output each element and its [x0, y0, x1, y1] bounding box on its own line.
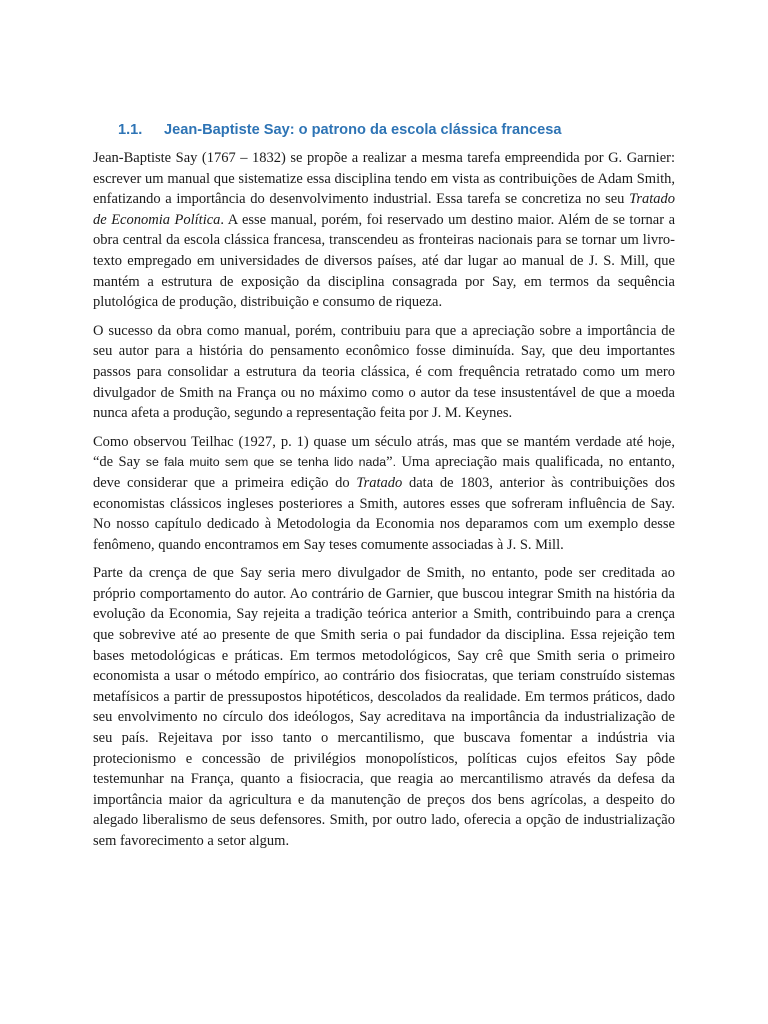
- paragraph-1-text-a: Jean-Baptiste Say (1767 – 1832) se propõe a realizar a mesma tarefa empreendida por G. Garnier: escrever um manual que sistematize essa disciplina tendo em vista as contribuições de Adam Smith, enfatizando a importância do desenvolvimento industrial. Essa tarefa se concretiza no seu: [93, 150, 675, 208]
- section-heading: [93, 119, 675, 141]
- page-content: [93, 119, 675, 860]
- paragraph-1-text-b: . A esse manual, porém, foi reservado um destino maior. Além de se tornar a obra central da escola clássica francesa, transcendeu as fronteiras nacionais para se tornar um livro-texto empregado em universidades de diversos países, até dar lugar ao manual de J. S. Mill, que mantém a estrutura de exposição da disciplina consagrada por Say, em termos da sequência plutológica de produção, distribuição e consumo de riqueza.: [93, 211, 675, 311]
- paragraph-1-book-title: Tratado de Economia Política: [93, 191, 675, 228]
- paragraph-3-text-c: ”: [386, 454, 393, 471]
- paragraph-3-text-a: Como observou Teilhac (1927, p. 1) quase um século atrás, mas que se mantém verdade até: [93, 433, 648, 450]
- paragraph-3-text-d: Uma apreciação mais qualificada, no entanto, deve considerar que a primeira edição do: [93, 454, 676, 491]
- paragraph-3-sans-period: .: [392, 455, 397, 470]
- paragraph-3-book-title: Tratado: [356, 474, 403, 491]
- paragraph-3-quote: se fala muito sem que se tenha lido nada: [145, 455, 387, 470]
- paragraph-1: [93, 148, 675, 313]
- section-number: 1.1.: [118, 122, 143, 138]
- section-title: Jean-Baptiste Say: o patrono da escola clássica francesa: [164, 122, 562, 138]
- paragraph-3: [93, 432, 675, 556]
- paragraph-3-text-e: data de 1803, anterior às contribuições dos economistas clássicos ingleses posteriores a Smith, autores esses que sofreram influência de Say. No nosso capítulo dedicado à Metodologia da Economia nos deparamos com um exemplo desse fenômeno, quando encontramos em Say teses comumente associadas à J. S. Mill.: [93, 474, 675, 553]
- paragraph-4: Parte da crença de que Say seria mero divulgador de Smith, no entanto, pode ser creditada ao próprio comportamento do autor. Ao contrário de Garnier, que buscou integrar Smith na história da evolução da Economia, Say rejeita a tradição teórica anterior a Smith, contribuindo para a crença que sobrevive até ao presente de que Smith seria o pai fundador da disciplina. Essa rejeição tem bases metodológicas e práticas. Em termos metodológicos, Say crê que Smith seria o primeiro economista a usar o método empírico, ao contrário dos fisiocratas, que teriam construído sistemas metafísicos a partir de pressupostos hipotéticos, descolados da realidade. Em termos práticos, dado seu envolvimento no círculo dos ideólogos, Say acreditava na importância da industrialização de seu país. Rejeitava por isso tanto o mercantilismo, que buscava fomentar a indústria via protecionismo e concessão de privilégios monopolísticos, políticas cujos efeitos Say pôde testemunhar na França, quanto a fisiocracia, que reagia ao mercantilismo através da defesa da importância maior da agricultura e da manutenção de preços dos bens agrícolas, a despeito do alegado liberalismo de seus defensores. Smith, por outro lado, oferecia a opção de industrialização sem favorecimento a setor algum.: [93, 565, 675, 849]
- paragraph-2: O sucesso da obra como manual, porém, contribuiu para que a apreciação sobre a importância de seu autor para a história do pensamento econômico fosse diminuída. Say, que deu importantes passos para consolidar a estrutura da teoria clássica, é com frequência retratado como um mero divulgador de Smith na França ou no máximo como o autor da tese insustentável de que a moeda nunca afeta a produção, segundo a representação feita por J. M. Keynes.: [93, 322, 675, 422]
- paragraph-3-text-b: , “de Say: [93, 433, 675, 471]
- paragraph-3-sans-hoje: hoje: [647, 434, 672, 449]
